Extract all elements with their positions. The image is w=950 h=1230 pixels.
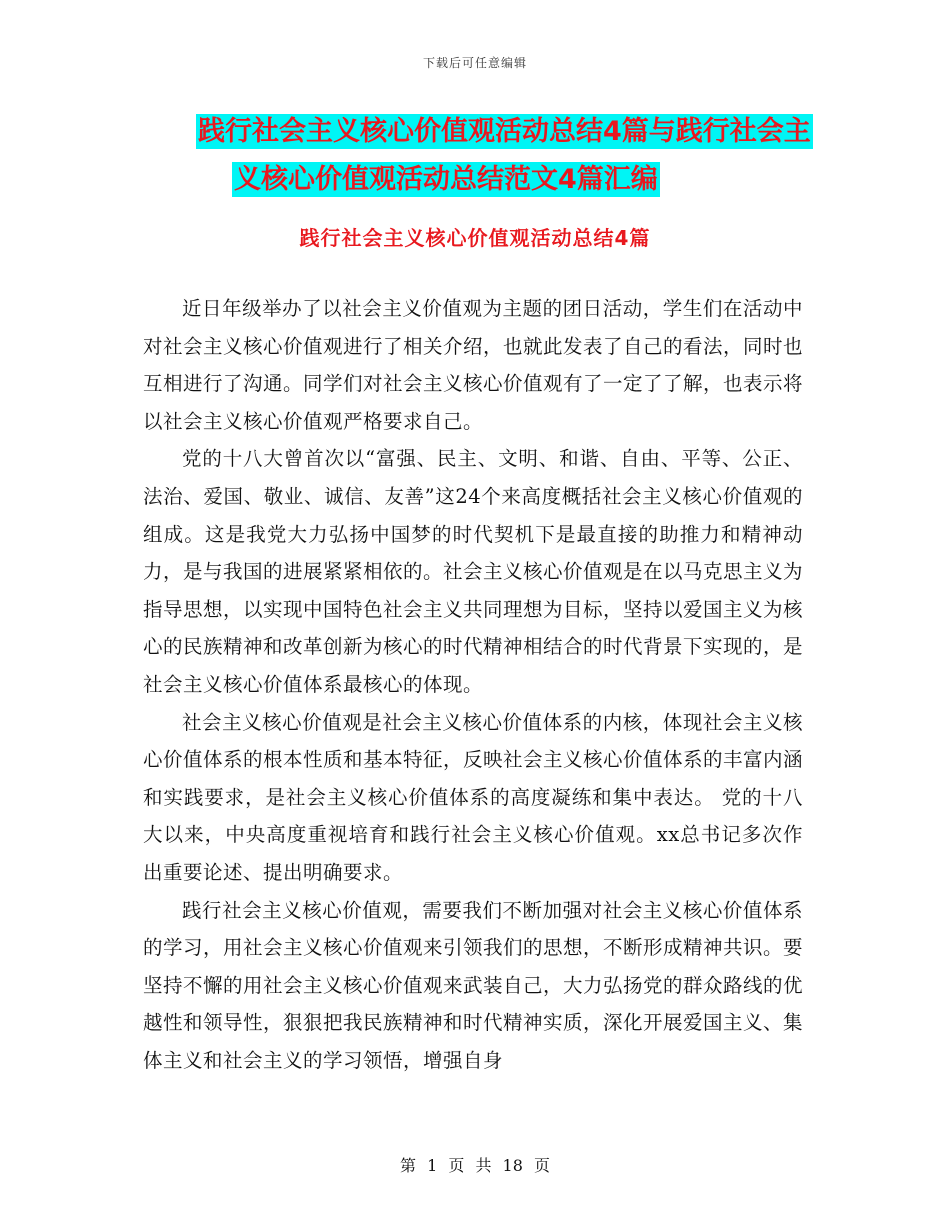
- header-note: 下载后可任意编辑: [422, 56, 527, 70]
- page-footer: 第 1 页 共 18 页: [400, 1156, 550, 1175]
- paragraph: 党的十八大曾首次以“富强、民主、文明、和谐、自由、平等、公正、法治、爱国、敬业、诚信、友善”这24个来高度概括社会主义核心价值观的组成。这是我党大力弘扬中国梦的时代契机下是最直接的助推力和精神动力，是与我国的进展紧紧相依的。社会主义核心价值观是在以马克思主义为指导思想，以实现中国特色社会主义共同理想为目标，坚持以爱国主义为核心的民族精神和改革创新为核心的时代精神相结合的时代背景下实现的，是社会主义核心价值体系最核心的体现。: [143, 447, 804, 696]
- title-line-2-text: 义核心价值观活动总结范文4篇汇编: [234, 164, 658, 195]
- title-line-1-text: 践行社会主义核心价值观活动总结4篇与践行社会主: [198, 116, 811, 147]
- paragraph: 近日年级举办了以社会主义价值观为主题的团日活动，学生们在活动中对社会主义核心价值观进行了相关介绍，也就此发表了自己的看法，同时也互相进行了沟通。同学们对社会主义核心价值观有了一定了了解，也表示将以社会主义核心价值观严格要求自己。: [143, 297, 804, 433]
- title-line-1: [0, 108, 950, 156]
- paragraph: 践行社会主义核心价值观，需要我们不断加强对社会主义核心价值体系的学习，用社会主义核心价值观来引领我们的思想，不断形成精神共识。要坚持不懈的用社会主义核心价值观来武装自己，大力弘扬党的群众路线的优越性和领导性，狠狠把我民族精神和时代精神实质，深化开展爱国主义、集体主义和社会主义的学习领悟，增强自身: [143, 898, 804, 1072]
- paragraph: 社会主义核心价值观是社会主义核心价值体系的内核，体现社会主义核心价值体系的根本性质和基本特征，反映社会主义核心价值体系的丰富内涵和实践要求，是社会主义核心价值体系的高度凝练和集中表达。 党的十八大以来，中央高度重视培育和践行社会主义核心价值观。xx总书记多次作出重要论述、提出明确要求。: [143, 710, 804, 884]
- document-title: [0, 108, 950, 204]
- body-text: [143, 290, 803, 1079]
- title-line-2: [0, 156, 950, 204]
- section-title: 践行社会主义核心价值观活动总结4篇: [299, 226, 651, 250]
